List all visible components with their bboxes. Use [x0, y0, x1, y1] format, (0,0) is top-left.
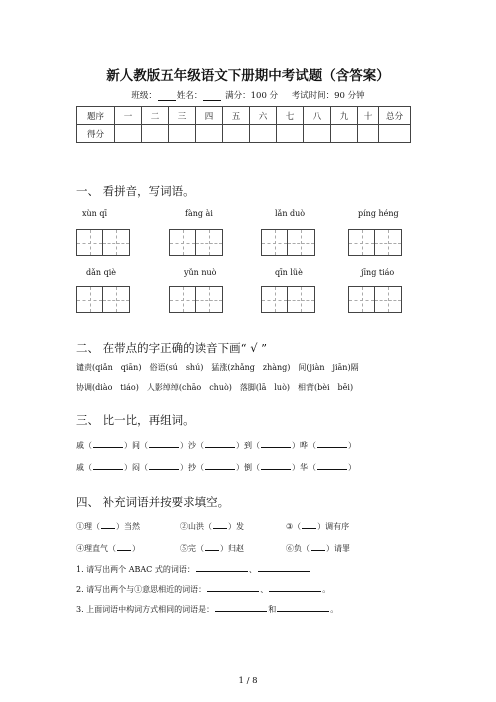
answer-blank[interactable] [261, 440, 291, 448]
answer-blank[interactable] [317, 462, 347, 470]
pinyin: fàng ài [185, 209, 213, 218]
grid-cell[interactable] [103, 286, 130, 313]
score-header-cell: 十 [358, 107, 379, 125]
section2-heading: 二、 在带点的字正确的读音下画“ √ ” [76, 341, 268, 355]
score-header-cell: 总分 [379, 107, 411, 125]
answer-blank[interactable] [93, 462, 123, 470]
compare-row [76, 440, 356, 451]
answer-blank[interactable] [261, 462, 291, 470]
answer-blank[interactable] [117, 543, 131, 551]
grid-cell[interactable] [103, 229, 130, 256]
grid-cell[interactable] [288, 229, 315, 256]
grid-cell[interactable] [196, 229, 223, 256]
grid-cell[interactable] [375, 229, 402, 256]
page-title: 新人教版五年级语文下册期中考试题（含答案） [106, 68, 390, 84]
pinyin: jīng tiáo [361, 268, 395, 277]
score-cell[interactable] [142, 125, 169, 143]
answer-blank[interactable] [207, 584, 259, 592]
fill-text: ）当然 [116, 522, 140, 531]
score-cell[interactable] [115, 125, 142, 143]
pinyin: dǎn qiè [86, 268, 116, 277]
score-cell[interactable] [304, 125, 331, 143]
score-header-cell: 二 [142, 107, 169, 125]
question [76, 584, 330, 595]
fill-item [76, 521, 140, 532]
question-text: 2. 请写出两个与①意思相近的词语： [76, 585, 207, 594]
fill-item [286, 521, 349, 532]
time-label: 考试时间：90 分钟 [291, 91, 365, 101]
fill-item [180, 543, 244, 554]
grid-cell[interactable] [196, 286, 223, 313]
fill-item [180, 521, 244, 532]
writing-grid[interactable] [261, 286, 315, 313]
reading-line: 谴责(qiǎn qiān) 俗语(sú shú) 猛涨(zhǎng zhàng) 间(jiàn jiān)隔 [76, 363, 359, 372]
writing-grid[interactable] [348, 286, 402, 313]
score-header-cell: 六 [250, 107, 277, 125]
answer-blank[interactable] [311, 543, 325, 551]
score-table-row [77, 125, 411, 143]
section1-heading: 一、 看拼音，写词语。 [76, 184, 195, 198]
fill-text: ③（ [286, 522, 302, 531]
writing-grid[interactable] [261, 229, 315, 256]
answer-blank[interactable] [317, 440, 347, 448]
question [76, 604, 338, 615]
score-header-cell: 五 [223, 107, 250, 125]
score-table [76, 106, 411, 143]
answer-blank[interactable] [93, 440, 123, 448]
fill-item [76, 543, 140, 554]
exam-info [0, 89, 496, 101]
question [76, 564, 311, 575]
grid-cell[interactable] [169, 286, 196, 313]
fill-text: ）请罪 [326, 544, 350, 553]
answer-blank[interactable] [215, 604, 267, 612]
score-cell[interactable] [196, 125, 223, 143]
fill-text: ②山洪（ [180, 522, 212, 531]
score-cell[interactable] [358, 125, 379, 143]
compare-char: ）闷（ [124, 463, 148, 472]
fill-text: ①理（ [76, 522, 100, 531]
writing-grid[interactable] [76, 229, 130, 256]
score-cell[interactable] [277, 125, 304, 143]
compare-char: ）华（ [292, 463, 316, 472]
question-text: 。 [330, 605, 339, 614]
compare-char: ）哗（ [292, 441, 316, 450]
grid-cell[interactable] [169, 229, 196, 256]
answer-blank[interactable] [302, 521, 316, 529]
compare-char: 戚（ [76, 441, 92, 450]
writing-grid[interactable] [169, 286, 223, 313]
score-table-header [77, 107, 411, 125]
compare-row [76, 462, 356, 473]
fill-item [286, 543, 350, 554]
score-header-cell: 一 [115, 107, 142, 125]
class-label: 班级： [131, 91, 157, 101]
score-header-cell: 八 [304, 107, 331, 125]
question-text: 、 [260, 585, 269, 594]
question-text: 3. 上面词语中构词方式相同的词语是： [76, 605, 215, 614]
pinyin: qīn lüè [275, 268, 303, 277]
grid-cell[interactable] [261, 286, 288, 313]
pinyin: píng héng [358, 209, 399, 218]
fill-text: ⑤完（ [180, 544, 204, 553]
name-blank [203, 92, 221, 101]
reading-line: 协调(diào tiáo) 人影绰绰(chāo chuò) 落脚(lā luò) 相背(bèi bēi) [76, 383, 354, 392]
answer-blank[interactable] [101, 521, 115, 529]
pinyin: lǎn duò [275, 209, 306, 218]
score-cell[interactable] [169, 125, 196, 143]
answer-blank[interactable] [149, 462, 179, 470]
writing-grid[interactable] [76, 286, 130, 313]
score-header-cell: 题序 [77, 107, 115, 125]
answer-blank[interactable] [258, 564, 310, 572]
answer-blank[interactable] [269, 584, 321, 592]
section3-heading: 三、 比一比，再组词。 [76, 413, 195, 427]
compare-char: ）抄（ [180, 463, 204, 472]
question-text: 。 [322, 585, 331, 594]
fill-text: ⑥负（ [286, 544, 310, 553]
score-header-cell: 四 [196, 107, 223, 125]
fill-text: ）归赵 [220, 544, 244, 553]
section4-heading: 四、 补充词语并按要求填空。 [76, 495, 230, 509]
answer-blank[interactable] [205, 462, 235, 470]
compare-char: ）到（ [236, 441, 260, 450]
pinyin: yǔn nuò [184, 268, 217, 277]
score-cell[interactable] [250, 125, 277, 143]
fill-text: ④理直气（ [76, 544, 116, 553]
compare-char: ） [348, 463, 356, 472]
score-cell[interactable] [379, 125, 411, 143]
answer-blank[interactable] [205, 440, 235, 448]
question-text: 和 [268, 605, 277, 614]
grid-cell[interactable] [288, 286, 315, 313]
compare-char: ）间（ [124, 441, 148, 450]
answer-blank[interactable] [205, 543, 219, 551]
grid-cell[interactable] [76, 286, 103, 313]
score-row-label: 得分 [77, 125, 115, 143]
score-cell[interactable] [331, 125, 358, 143]
answer-blank[interactable] [149, 440, 179, 448]
grid-cell[interactable] [261, 229, 288, 256]
writing-grid[interactable] [169, 229, 223, 256]
class-blank [158, 92, 176, 101]
fill-text: ）调有序 [317, 522, 350, 531]
question-text: 、 [248, 565, 257, 574]
page-number: 1 / 8 [238, 676, 258, 686]
score-label: 满分：100 分 [225, 91, 279, 101]
answer-blank[interactable] [196, 564, 248, 572]
compare-char: ）倒（ [236, 463, 260, 472]
writing-grid[interactable] [348, 229, 402, 256]
grid-cell[interactable] [375, 286, 402, 313]
fill-text: ） [132, 544, 140, 553]
grid-cell[interactable] [348, 229, 375, 256]
name-label: 姓名： [176, 91, 203, 101]
grid-cell[interactable] [348, 286, 375, 313]
answer-blank[interactable] [277, 604, 329, 612]
answer-blank[interactable] [213, 521, 227, 529]
pinyin: xùn qī [82, 209, 108, 218]
question-text: 1. 请写出两个 ABAC 式的词语： [76, 565, 195, 574]
compare-char: 戚（ [76, 463, 92, 472]
compare-char: ） [348, 441, 356, 450]
score-header-cell: 七 [277, 107, 304, 125]
grid-cell[interactable] [76, 229, 103, 256]
score-header-cell: 九 [331, 107, 358, 125]
fill-text: ）发 [228, 522, 244, 531]
compare-char: ）沙（ [180, 441, 204, 450]
score-header-cell: 三 [169, 107, 196, 125]
score-cell[interactable] [223, 125, 250, 143]
